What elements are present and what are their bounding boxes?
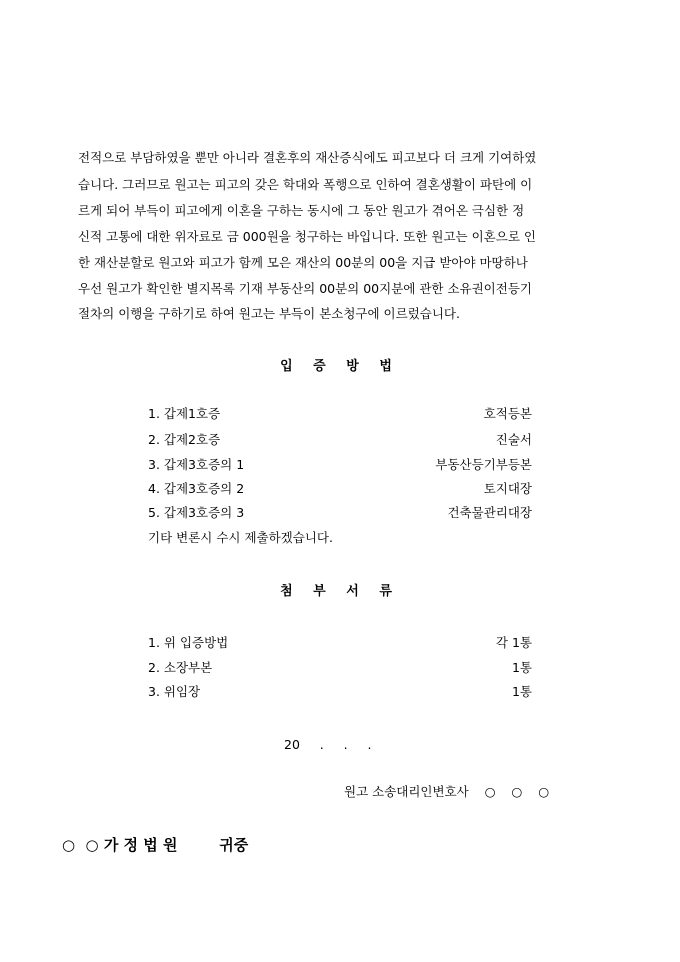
attachment-item-value: 1통	[511, 660, 532, 675]
attachment-item-value: 1통	[511, 684, 532, 699]
attachment-item	[148, 658, 532, 676]
evidence-item-value: 부동산등기부등본	[435, 457, 532, 472]
attachment-item-value: 각 1통	[495, 635, 532, 650]
evidence-item-label: 1. 갑제1호증	[148, 406, 221, 421]
attachment-item-label: 1. 위 입증방법	[148, 635, 229, 650]
evidence-item-label: 2. 갑제2호증	[148, 432, 221, 447]
evidence-note: 기타 변론시 수시 제출하겠습니다.	[148, 530, 333, 545]
body-line: 절차의 이행을 구하기로 하여 원고는 부득이 본소청구에 이르렀습니다.	[78, 306, 460, 321]
body-line: 르게 되어 부득이 피고에게 이혼을 구하는 동시에 그 동안 원고가 겪어온 극심한 정	[78, 203, 525, 218]
body-line: 신적 고통에 대한 위자료로 금 000원을 청구하는 바입니다. 또한 원고는 이혼으로 인	[78, 229, 536, 244]
evidence-item	[148, 404, 532, 422]
attachments-title: 첨 부 서 류	[280, 584, 400, 599]
attachment-item-label: 3. 위임장	[148, 684, 201, 699]
body-line: 한 재산분할로 원고와 피고가 함께 모은 재산의 00분의 00을 지급 받아야 마땅하나	[78, 255, 528, 270]
evidence-item-value: 진술서	[495, 432, 532, 447]
attachment-item-label: 2. 소장부본	[148, 660, 213, 675]
court-addressee: ○ ○ 가 정 법 원 귀중	[62, 836, 249, 854]
evidence-item	[148, 479, 532, 497]
body-line: 우선 원고가 확인한 별지목록 기재 부동산의 00분의 00지분에 관한 소유권이전등기	[78, 281, 532, 296]
body-line: 습니다. 그러므로 원고는 피고의 갖은 학대와 폭행으로 인하여 결혼생활이 파탄에 이	[78, 177, 533, 192]
evidence-item	[148, 455, 532, 473]
evidence-item-label: 4. 갑제3호증의 2	[148, 481, 245, 496]
body-line: 전적으로 부담하였을 뿐만 아니라 결혼후의 재산증식에도 피고보다 더 크게 기여하였	[78, 150, 537, 165]
plaintiff-attorney-signature: 원고 소송대리인변호사 ○ ○ ○	[344, 784, 550, 799]
evidence-item-label: 3. 갑제3호증의 1	[148, 457, 245, 472]
evidence-item-value: 호적등본	[483, 406, 532, 421]
evidence-title: 입 증 방 법	[280, 359, 400, 374]
evidence-item	[148, 430, 532, 448]
attachment-item	[148, 682, 532, 700]
evidence-item-value: 토지대장	[483, 481, 532, 496]
evidence-item-value: 건축물관리대장	[447, 505, 532, 520]
evidence-item-label: 5. 갑제3호증의 3	[148, 505, 245, 520]
attachment-item	[148, 633, 532, 651]
evidence-item	[148, 503, 532, 521]
filing-date: 20 . . .	[284, 737, 372, 752]
